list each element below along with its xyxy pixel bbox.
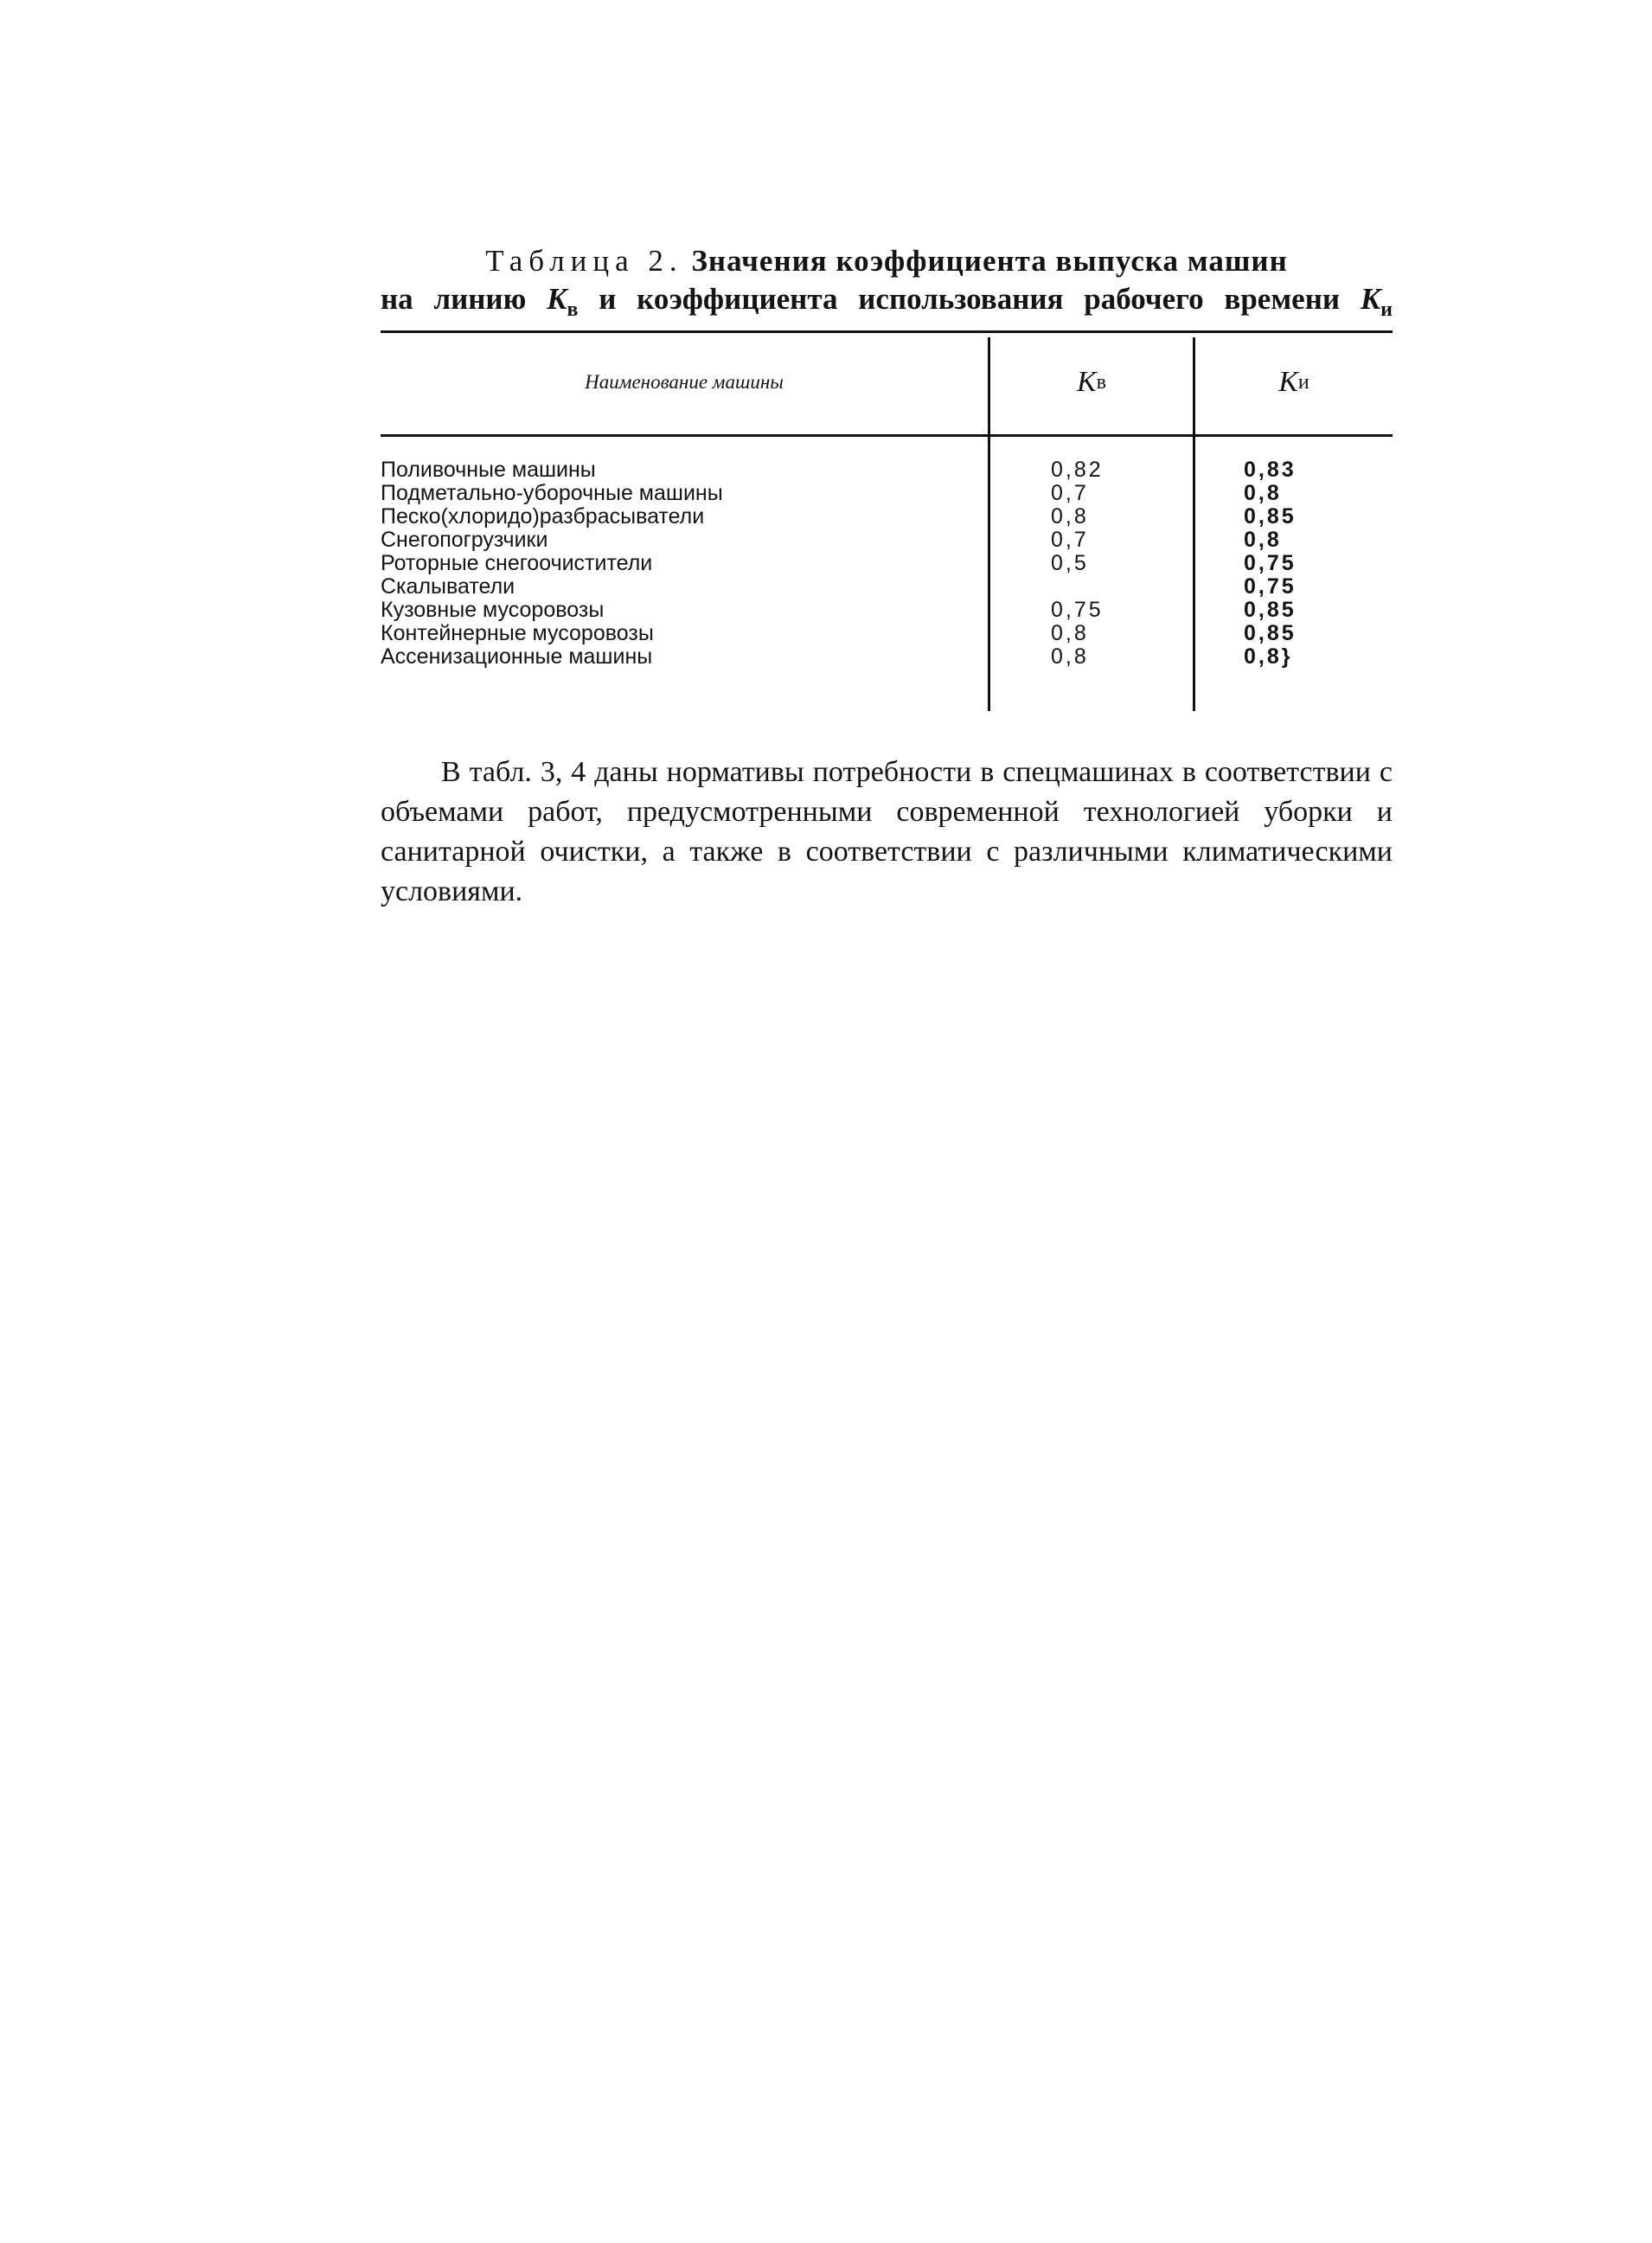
cell-kv: 0,82	[1051, 458, 1104, 482]
caption-symbol-kv	[547, 282, 579, 321]
table-row	[381, 599, 1393, 622]
cell-ki: 0,8	[1244, 528, 1282, 552]
cell-kv: 0,5	[1051, 551, 1089, 575]
cell-ki: 0,8	[1244, 481, 1282, 505]
table-row	[381, 575, 1393, 599]
caption-label: Таблица 2.	[485, 244, 683, 278]
table-caption	[381, 242, 1393, 329]
coefficients-table	[381, 330, 1393, 711]
subscript-v: в	[567, 298, 579, 321]
caption-line-1	[381, 242, 1393, 280]
caption-line-2	[381, 280, 1393, 329]
cell-kv: 0,7	[1051, 528, 1089, 552]
table-top-rule	[381, 330, 1393, 333]
table-row	[381, 552, 1393, 575]
cell-ki: 0,8}	[1244, 644, 1293, 669]
table-body	[381, 458, 1393, 669]
cell-kv: 0,8	[1051, 621, 1089, 645]
cell-machine-name: Песко(хлоридо)разбрасыватели	[381, 504, 705, 529]
table-row	[381, 645, 1393, 669]
cell-machine-name: Ассенизационные машины	[381, 644, 653, 669]
header-ki-subscript: и	[1297, 370, 1309, 394]
cell-kv: 0,8	[1051, 644, 1089, 669]
caption-symbol-ki	[1360, 282, 1393, 321]
table-row	[381, 458, 1393, 482]
header-ki-symbol: K	[1278, 366, 1298, 398]
cell-kv: 0,7	[1051, 481, 1089, 505]
symbol-k: K	[547, 282, 567, 316]
caption-line-1-text: Значения коэффициента выпуска машин	[691, 244, 1288, 278]
table-header-rule	[381, 434, 1393, 437]
cell-ki: 0,85	[1244, 598, 1297, 622]
cell-ki: 0,83	[1244, 458, 1297, 482]
cell-ki: 0,85	[1244, 621, 1297, 645]
header-kv-subscript: в	[1096, 370, 1107, 394]
subscript-i: и	[1380, 298, 1393, 321]
cell-ki: 0,75	[1244, 551, 1297, 575]
cell-machine-name: Поливочные машины	[381, 458, 596, 482]
header-kv-symbol: K	[1076, 366, 1097, 398]
cell-machine-name: Снегопогрузчики	[381, 528, 548, 552]
cell-machine-name: Скалыватели	[381, 574, 515, 599]
cell-ki: 0,75	[1244, 574, 1297, 599]
caption-line-2-pre: на линию	[381, 282, 527, 316]
cell-machine-name: Контейнерные мусоровозы	[381, 621, 654, 645]
cell-machine-name: Роторные снегоочистители	[381, 551, 653, 575]
header-ki	[1195, 356, 1393, 408]
table-row	[381, 622, 1393, 645]
header-machine-name: Наименование машины	[585, 371, 784, 393]
symbol-k: K	[1360, 282, 1381, 316]
body-paragraph: В табл. 3, 4 даны нормативы потребности в спецмашинах в соответствии с объемами работ, предусмотренными современной технологией уборки и санитарной очистки, а также в соответствии с различными климатическими условиями.	[381, 756, 1393, 907]
cell-machine-name: Подметально-уборочные машины	[381, 481, 723, 505]
table-row	[381, 482, 1393, 505]
cell-kv: 0,75	[1051, 598, 1104, 622]
cell-ki: 0,85	[1244, 504, 1297, 529]
table-row	[381, 529, 1393, 552]
cell-kv: 0,8	[1051, 504, 1089, 529]
header-kv	[990, 356, 1193, 408]
caption-line-2-mid: и коэффициента использования рабочего времени	[599, 282, 1341, 316]
table-row	[381, 505, 1393, 529]
cell-machine-name: Кузовные мусоровозы	[381, 598, 605, 622]
